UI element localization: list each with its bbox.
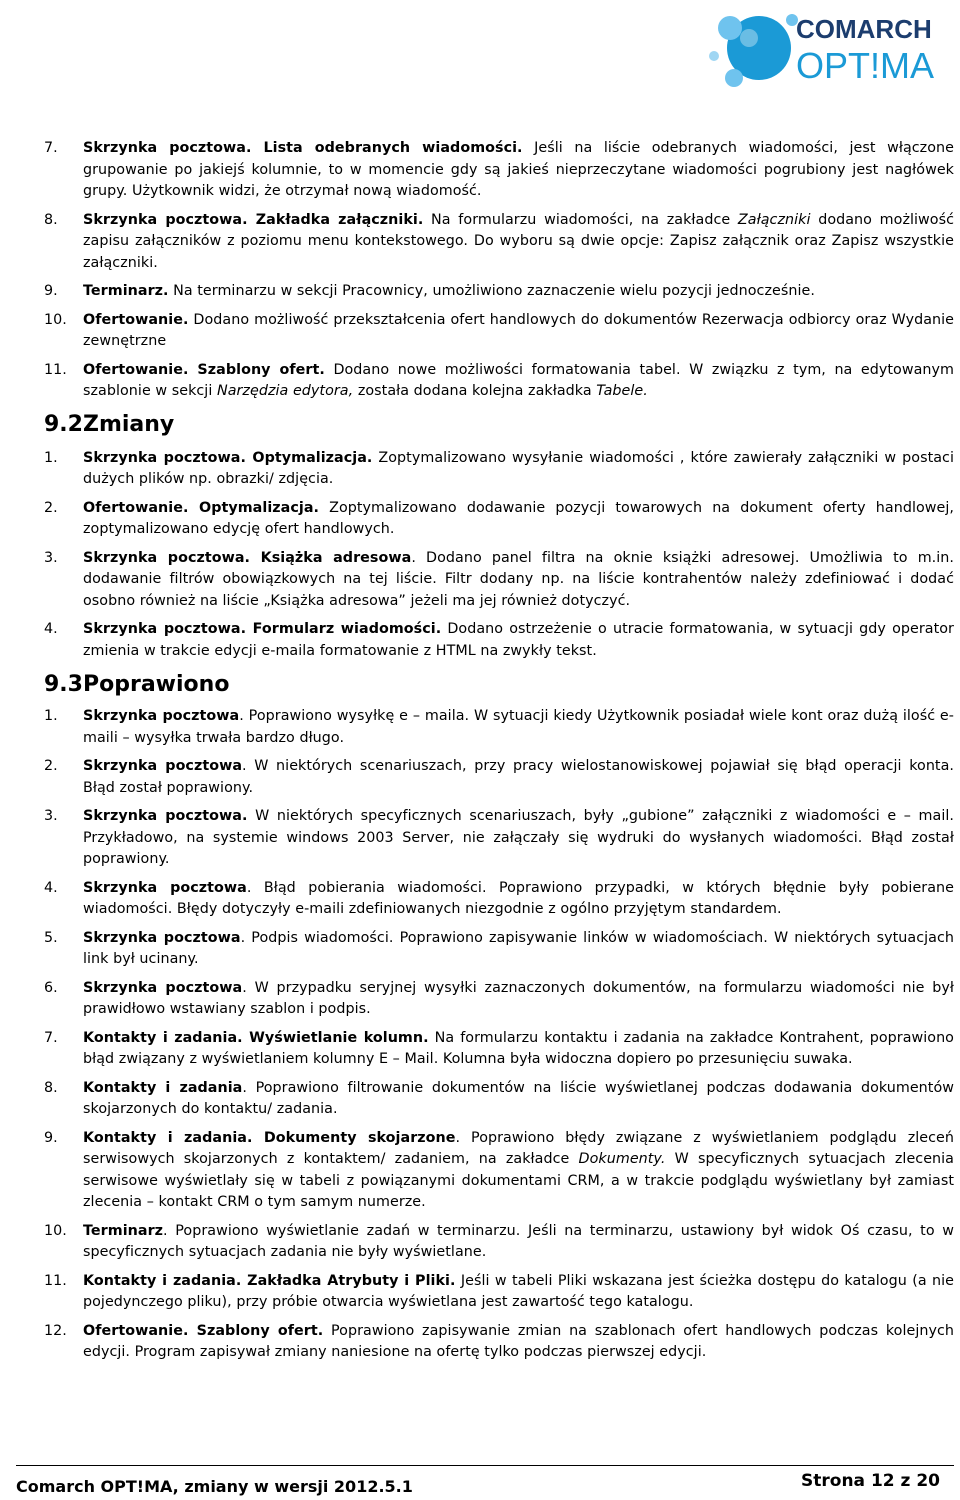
page-number: Strona 12 z 20 [801, 1471, 940, 1491]
item-number: 1. [44, 449, 58, 466]
item-number: 7. [44, 1029, 58, 1046]
item-number: 1. [44, 708, 58, 724]
list-item: 11. Ofertowanie. Szablony ofert. Dodano nowe możliwości formatowania tabel. W związku z tym, na edytowanym szablonie w sekcji Narzędzia edytora, została dodana kolejna zakładka Tabele. [44, 360, 954, 403]
list-item: 1. Skrzynka pocztowa. Optymalizacja. Zoptymalizowano wysyłanie wiadomości , które zawierały załączniki w postaci dużych plików np. obrazki/ zdjęcia. [44, 448, 954, 491]
list-item: 7. Kontakty i zadania. Wyświetlanie kolumn. Na formularzu kontaktu i zadania na zakładce Kontrahent, poprawiono błąd związany z wyświetlaniem kolumny E – Mail. Kolumna była widoczna dopiero po przesunięciu suwaka. [44, 1028, 954, 1071]
list-item: 3. Skrzynka pocztowa. W niektórych specyficznych scenariuszach, były „gubione” załączniki z wiadomości e – mail. Przykładowo, na systemie windows 2003 Server, nie załączały się wydruki do wysłanych wiadomości. Błąd został poprawiony. [44, 806, 954, 871]
item-number: 5. [44, 929, 58, 946]
list-item: 4. Skrzynka pocztowa. Formularz wiadomości. Dodano ostrzeżenie o utracie formatowania, w sytuacji gdy operator zmienia w trakcie edycji e-maila formatowanie z HTML na zwykły tekst. [44, 619, 954, 662]
logo-product: OPT!MA [796, 45, 935, 86]
list-item: 8. Skrzynka pocztowa. Zakładka załączniki. Na formularzu wiadomości, na zakładce Załączniki dodano możliwość zapisu załączników z poziomu menu kontekstowego. Do wyboru są dwie opcje: Zapisz załącznik oraz Zapisz wszystkie załączniki. [44, 210, 954, 275]
item-number: 3. [44, 549, 58, 566]
list-item: 3. Skrzynka pocztowa. Książka adresowa. Dodano panel filtra na oknie książki adresowej. Umożliwia to m.in. dodawanie filtrów obowiązkowych na tej liście. Filtr dodany np. na liście kontrahentów należy zdefiniować i dodać osobno również na liście „Książka adresowa” jeżeli ma jej również dotyczyć. [44, 548, 954, 613]
page-footer [16, 1465, 954, 1495]
list-item: 1. Skrzynka pocztowa. Poprawiono wysyłkę e – maila. W sytuacji kiedy Użytkownik posiadał wiele kont oraz dużą ilość e-maili – wysyłka trwała bardzo długo. [44, 706, 954, 749]
item-number: 9. [44, 283, 58, 299]
list-item: 10. Ofertowanie. Dodano możliwość przekształcenia ofert handlowych do dokumentów Rezerwacja odbiorcy oraz Wydanie zewnętrzne [44, 310, 954, 353]
section-heading-zmiany: 9.2 Zmiany [44, 411, 175, 437]
list-item: 11. Kontakty i zadania. Zakładka Atrybuty i Pliki. Jeśli w tabeli Pliki wskazana jest ścieżka dostępu do katalogu (a nie pojedynczego pliku), przy próbie otwarcia wyświetlana jest zawartość tego katalogu. [44, 1271, 954, 1314]
logo-brand: COMARCH [796, 14, 932, 44]
list-item: 6. Skrzynka pocztowa. W przypadku seryjnej wysyłki zaznaczonych dokumentów, na formularzu wiadomości nie był prawidłowo wstawiany szablon i podpis. [44, 978, 954, 1021]
item-number: 8. [44, 1079, 58, 1096]
footer-version-text: Comarch OPT!MA, zmiany w wersji 2012.5.1 [16, 1477, 413, 1496]
list-item: 10. Terminarz. Poprawiono wyświetlanie zadań w terminarzu. Jeśli na terminarzu, ustawiony był widok Oś czasu, to w specyficznych sytuacjach zadania nie były wyświetlane. [44, 1221, 954, 1264]
list-item: 9. Terminarz. Na terminarzu w sekcji Pracownicy, umożliwiono zaznaczenie wielu pozycji jednocześnie. [44, 281, 954, 303]
item-number: 4. [44, 621, 58, 637]
item-number: 12. [44, 1322, 67, 1339]
document-body [44, 138, 954, 1371]
item-number: 9. [44, 1129, 58, 1146]
list-item: 5. Skrzynka pocztowa. Podpis wiadomości. Poprawiono zapisywanie linków w wiadomościach. W niektórych sytuacjach link był ucinany. [44, 928, 954, 971]
item-number: 3. [44, 808, 58, 824]
list-item: 4. Skrzynka pocztowa. Błąd pobierania wiadomości. Poprawiono przypadki, w których błędnie były pobierane wiadomości. Błędy dotyczyły e-maili zdefiniowanych niezgodnie z ogólno przyjętym standardem. [44, 878, 954, 921]
item-number: 11. [44, 361, 67, 378]
item-number: 2. [44, 499, 58, 516]
section-heading-poprawiono: 9.3 Poprawiono [44, 672, 230, 697]
list-item: 9. Kontakty i zadania. Dokumenty skojarzone. Poprawiono błędy związane z wyświetlaniem podglądu zleceń serwisowych skojarzonych z kontaktem/ zadaniem, na zakładce Dokumenty. W specyficznych sytuacjach zlecenia serwisowe wyświetlały się w tabeli z powiązanymi dokumentami CRM, a w trakcie podglądu wyświetlany był zamiast zlecenia – kontakt CRM o tym samym numerze. [44, 1128, 954, 1214]
item-number: 4. [44, 879, 58, 896]
footer-divider [16, 1465, 954, 1466]
item-number: 7. [44, 140, 58, 156]
item-number: 10. [44, 311, 67, 328]
item-number: 8. [44, 211, 58, 228]
item-number: 10. [44, 1222, 67, 1239]
comarch-optima-logo [704, 4, 950, 104]
list-item: 2. Skrzynka pocztowa. W niektórych scenariuszach, przy pracy wielostanowiskowej pojawiał się błąd operacji konta. Błąd został poprawiony. [44, 756, 954, 799]
list-item: 7. Skrzynka pocztowa. Lista odebranych wiadomości. Jeśli na liście odebranych wiadomości, jest włączone grupowanie po jakiejś kolumnie, to w momencie gdy są jakieś nieprzeczytane wiadomości pogrubiony jest nagłówek grupy. Użytkownik widzi, że otrzymał nową wiadomość. [44, 138, 954, 203]
item-number: 6. [44, 979, 58, 996]
list-item: 2. Ofertowanie. Optymalizacja. Zoptymalizowano dodawanie pozycji towarowych na dokument oferty handlowej, zoptymalizowano edycję ofert handlowych. [44, 498, 954, 541]
item-number: 11. [44, 1272, 67, 1289]
item-number: 2. [44, 758, 58, 774]
list-item: 8. Kontakty i zadania. Poprawiono filtrowanie dokumentów na liście wyświetlanej podczas dodawania dokumentów skojarzonych do kontaktu/ zadania. [44, 1078, 954, 1121]
list-item: 12. Ofertowanie. Szablony ofert. Poprawiono zapisywanie zmian na szablonach ofert handlowych podczas kolejnych edycji. Program zapisywał zmiany naniesione na ofertę tylko podczas pierwszej edycji. [44, 1321, 954, 1364]
